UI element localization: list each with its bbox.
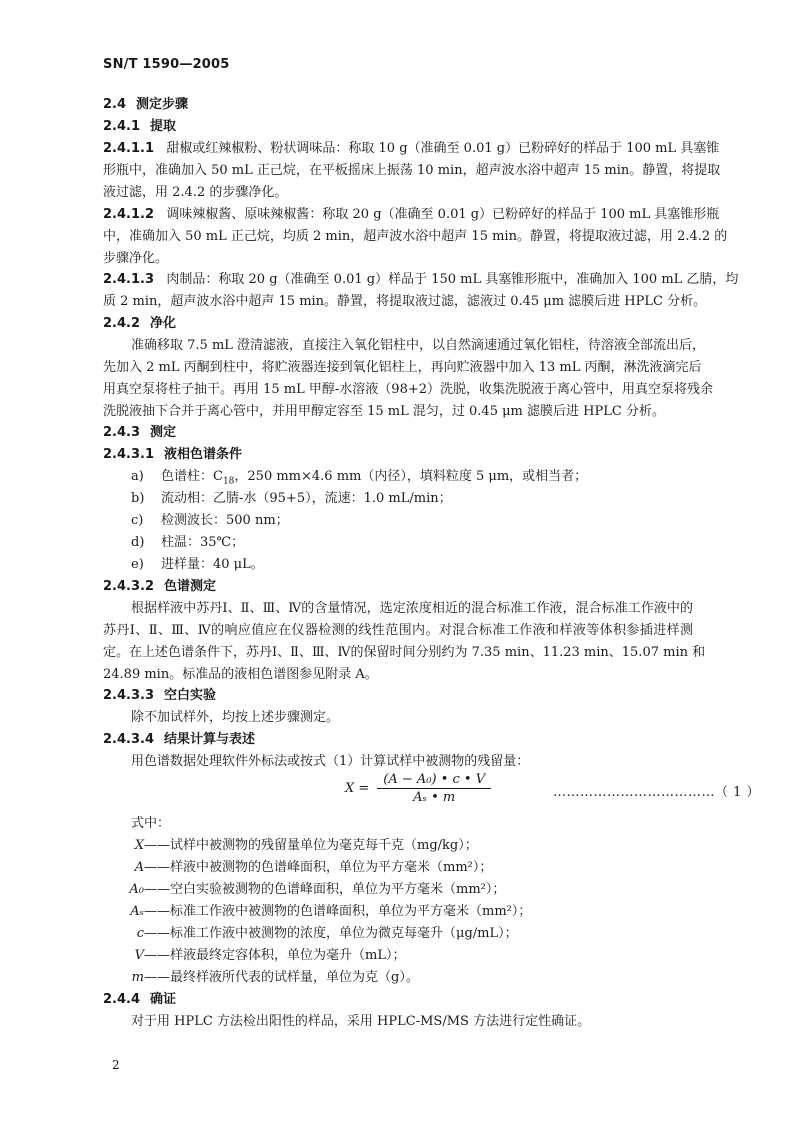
variable-description: ——样液最终定容体积，单位为毫升（mL）；: [144, 948, 406, 963]
section-title: 提取: [150, 119, 177, 134]
section-number: 2.4.2: [103, 316, 141, 331]
para-2-4-4-line-1: 对于用 HPLC 方法检出阳性的样品，采用 HPLC-MS/MS 方法进行定性确证。: [131, 1014, 591, 1029]
para-2-4-3-3-line-1: 除不加试样外，均按上述步骤测定。: [131, 710, 340, 725]
section-title: 净化: [150, 316, 177, 331]
variable-symbol: A₀: [129, 882, 144, 897]
formula-denominator: Aₛ • m: [413, 790, 456, 805]
section-2-4-3-2: [103, 578, 216, 596]
formula-fraction: [377, 772, 491, 805]
para-2-4-2-line-2: 先加入 2 mL 丙酮到柱中，将贮液器连接到氧化铝柱上，再向贮液器中加入 13 mL 丙酮，淋洗液滴完后: [103, 360, 702, 375]
list-label: b): [131, 491, 145, 506]
section-number: 2.4.1.1: [103, 141, 154, 156]
section-2-4-4: [103, 991, 176, 1009]
variable-description: ——最终样液所代表的试样量，单位为克（g）。: [144, 970, 419, 985]
list-item: [131, 534, 244, 552]
paragraph-text: 甜椒或红辣椒粉、粉状调味品：称取 10 g（准确至 0.01 g）已粉碎好的样品于 100 mL 具塞锥: [166, 141, 720, 156]
para-2-4-2-line-4: 洗脱液抽下合并于离心管中，并用甲醇定容至 15 mL 混匀，过 0.45 μm 滤膜后进 HPLC 分析。: [103, 404, 665, 419]
variable-definition: [104, 881, 505, 899]
section-2-4: [103, 96, 188, 114]
section-2-4-1: [103, 118, 176, 136]
list-label: d): [131, 535, 145, 550]
para-2-4-2-line-3: 用真空泵将柱子抽干。再用 15 mL 甲醇-水溶液（98+2）洗脱，收集洗脱液于离心管中，用真空泵将残余: [103, 382, 713, 397]
variable-definition: [104, 837, 478, 855]
list-text: 进样量：40 μL。: [161, 557, 264, 572]
variable-description: ——试样中被测物的残留量单位为毫克每千克（mg/kg）；: [144, 838, 478, 853]
list-text: 色谱柱：C: [161, 469, 223, 484]
section-title: 色谱测定: [164, 579, 217, 594]
para-2-4-1-2-line-1: [103, 206, 720, 224]
variable-symbol: X: [134, 838, 144, 853]
para-2-4-1-1-line-3: 液过滤，用 2.4.2 的步骤净化。: [103, 185, 288, 200]
section-title: 液相色谱条件: [164, 447, 243, 462]
formula-lhs: X =: [345, 781, 370, 796]
variable-definition: [104, 969, 419, 987]
list-item: [131, 490, 452, 508]
where-label: 式中：: [131, 816, 171, 831]
variable-symbol: m: [131, 970, 144, 985]
variable-definition: [104, 903, 531, 921]
para-2-4-3-2-line-3: 定。在上述色谱条件下，苏丹Ⅰ、Ⅱ、Ⅲ、Ⅳ的保留时间分别约为 7.35 min、11.23 min、15.07 min 和: [103, 645, 706, 660]
variable-description: ——标准工作液中被测物的浓度，单位为微克每毫升（μg/mL）；: [144, 926, 518, 941]
section-number: 2.4.1.2: [103, 207, 154, 222]
section-title: 确证: [150, 992, 177, 1007]
section-number: 2.4.1.3: [103, 272, 154, 287]
list-item: [131, 512, 289, 530]
list-item: [131, 468, 587, 491]
section-title: 测定: [150, 425, 177, 440]
para-2-4-1-3-line-2: 质 2 min，超声波水浴中超声 15 min。静置，将提取液过滤，滤液过 0.45 μm 滤膜后进 HPLC 分析。: [103, 294, 707, 309]
variable-symbol: A: [134, 860, 144, 875]
variable-definition: [104, 925, 518, 943]
variable-definition: [104, 947, 405, 965]
section-2-4-3: [103, 424, 176, 442]
section-number: 2.4.3.3: [103, 688, 154, 703]
section-title: 测定步骤: [136, 97, 189, 112]
para-2-4-1-2-line-2: 中，准确加入 50 mL 正己烷，均质 2 min，超声波水浴中超声 15 min。静置，将提取液过滤，用 2.4.2 的: [103, 229, 728, 244]
section-2-4-3-1: [103, 446, 242, 464]
formula: [345, 772, 491, 805]
section-2-4-3-3: [103, 687, 216, 705]
section-2-4-2: [103, 315, 176, 333]
list-text: ，250 mm×4.6 mm（内径），填料粒度 5 μm，或相当者；: [234, 469, 588, 484]
section-title: 结果计算与表述: [164, 732, 256, 747]
variable-symbol: c: [136, 926, 144, 941]
list-label: a): [131, 469, 144, 484]
formula-numerator: (A − A₀) • c • V: [377, 772, 491, 789]
page-number: 2: [112, 1058, 120, 1072]
variable-symbol: Aₛ: [130, 904, 144, 919]
para-2-4-3-2-line-2: 苏丹Ⅰ、Ⅱ、Ⅲ、Ⅳ的响应值应在仪器检测的线性范围内。对混合标准工作液和样液等体积参插进样测: [103, 623, 693, 638]
section-number: 2.4.3: [103, 425, 141, 440]
list-text: 检测波长：500 nm；: [161, 513, 289, 528]
para-2-4-2-line-1: 准确移取 7.5 mL 澄清滤液，直接注入氧化铝柱中，以自然滴速通过氧化铝柱，待溶液全部流出后，: [131, 338, 706, 353]
variable-description: ——标准工作液中被测物的色谱峰面积，单位为平方毫米（mm²）；: [144, 904, 532, 919]
section-title: 空白实验: [164, 688, 217, 703]
section-number: 2.4.3.4: [103, 732, 154, 747]
section-2-4-3-4: [103, 731, 255, 749]
section-number: 2.4.1: [103, 119, 141, 134]
para-2-4-1-1-line-2: 形瓶中，准确加入 50 mL 正己烷，在平板摇床上振荡 10 min，超声波水浴中超声 15 min。静置，将提取: [103, 163, 721, 178]
variable-description: ——样液中被测物的色谱峰面积，单位为平方毫米（mm²）；: [144, 860, 493, 875]
para-2-4-1-1-line-1: [103, 140, 720, 158]
variable-definition: [104, 859, 492, 877]
list-subscript: 18: [222, 476, 235, 487]
para-2-4-1-2-line-3: 步骤净化。: [103, 251, 169, 266]
variable-description: ——空白实验被测物的色谱峰面积，单位为平方毫米（mm²）；: [144, 882, 506, 897]
list-item: [131, 556, 264, 574]
standard-number: SN/T 1590—2005: [103, 57, 230, 72]
list-text: 流动相：乙腈-水（95+5），流速：1.0 mL/min；: [161, 491, 452, 506]
section-number: 2.4.3.1: [103, 447, 154, 462]
section-number: 2.4.4: [103, 992, 141, 1007]
variable-symbol: V: [134, 948, 144, 963]
list-label: c): [131, 513, 144, 528]
paragraph-text: 肉制品：称取 20 g（准确至 0.01 g）样品于 150 mL 具塞锥形瓶中，准确加入 100 mL 乙腈，均: [166, 272, 739, 287]
list-text: 柱温：35℃；: [161, 535, 245, 550]
section-number: 2.4.3.2: [103, 579, 154, 594]
formula-number: ………………………………（ 1 ）: [553, 785, 761, 800]
para-2-4-3-2-line-4: 24.89 min。标准品的液相色谱图参见附录 A。: [103, 667, 378, 682]
section-number: 2.4: [103, 97, 127, 112]
para-2-4-3-4-intro: 用色谱数据处理软件外标法或按式（1）计算试样中被测物的残留量：: [131, 754, 530, 769]
paragraph-text: 调味辣椒酱、原味辣椒酱：称取 20 g（准确至 0.01 g）已粉碎好的样品于 100 mL 具塞锥形瓶: [166, 207, 720, 222]
para-2-4-1-3-line-1: [103, 271, 739, 289]
para-2-4-3-2-line-1: 根据样液中苏丹Ⅰ、Ⅱ、Ⅲ、Ⅳ的含量情况，选定浓度相近的混合标准工作液，混合标准工作液中的: [131, 601, 693, 616]
list-label: e): [131, 557, 144, 572]
